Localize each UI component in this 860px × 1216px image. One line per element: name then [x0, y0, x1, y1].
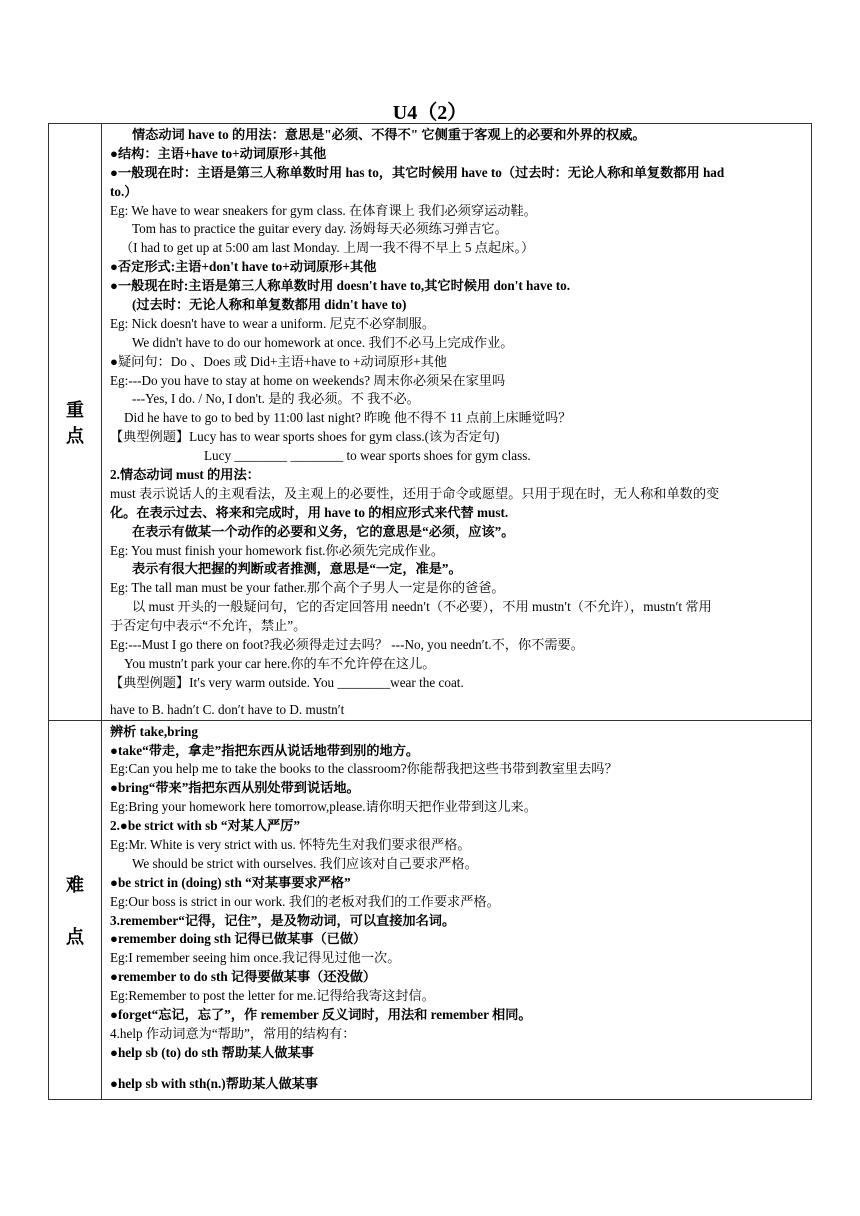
- text-line: ●一般现在时：主语是第三人称单数时用 has to，其它时候用 have to（过去时：无论人称和单复数都用 had: [110, 164, 725, 180]
- section-label-difficult-points: [49, 720, 102, 1099]
- text-line: Eg:Bring your homework here tomorrow,please.请你明天把作业带到这儿来。: [110, 799, 537, 815]
- page-title: U4（2）: [392, 102, 468, 124]
- text-line: ●一般现在时:主语是第三人称单数时用 doesn't have to,其它时候用 don't have to.: [110, 278, 571, 294]
- text-line: 于否定句中表示“不允许，禁止”。: [110, 618, 307, 634]
- text-line: ●forget“忘记，忘了”，作 remember 反义词时，用法和 remember 相同。: [110, 1006, 532, 1022]
- text-line: ●bring“带来”指把东西从别处带到说话地。: [110, 780, 360, 796]
- text-line: Eg:Can you help me to take the books to the classroom?你能帮我把这些书带到教室里去吗？: [110, 761, 618, 777]
- text-line: Eg:---Do you have to stay at home on weekends? 周末你必须呆在家里吗: [110, 372, 506, 388]
- text-line: Eg: We have to wear sneakers for gym class. 在体育课上 我们必须穿运动鞋。: [110, 202, 537, 218]
- text-line: ●remember doing sth 记得已做某事（已做）: [110, 931, 367, 947]
- text-line: Eg:Mr. White is very strict with us. 怀特先生对我们要求很严格。: [110, 836, 471, 852]
- text-line: 表示有很大把握的判断或者推测，意思是“一定，准是”。: [132, 561, 462, 577]
- text-line: 辨析 take,bring: [110, 723, 198, 739]
- label-char: 点: [66, 926, 84, 948]
- text-line: Eg:---Must I go there on foot?我必须得走过去吗？ ---No, you needn′t.不，你不需要。: [110, 637, 584, 653]
- text-line: must 表示说话人的主观看法，及主观上的必要性，还用于命令或愿望。只用于现在时，无人称和单数的变: [110, 485, 720, 501]
- text-line: 2.●be strict with sb “对某人严厉”: [110, 818, 301, 834]
- label-char: 重: [66, 399, 84, 421]
- section-content-key-points: [102, 124, 812, 721]
- text-line: ●be strict in (doing) sth “对某事要求严格”: [110, 874, 351, 890]
- text-line: We didn't have to do our homework at once. 我们不必马上完成作业。: [132, 334, 514, 350]
- text-line: Eg:Our boss is strict in our work. 我们的老板对我们的工作要求严格。: [110, 893, 500, 909]
- text-line: (过去时：无论人称和单复数都用 didn't have to): [132, 297, 407, 313]
- text-line: ●help sb with sth(n.)帮助某人做某事: [110, 1075, 319, 1091]
- text-line: Did he have to go to bed by 11:00 last night? 昨晚 他不得不 11 点前上床睡觉吗？: [124, 410, 572, 426]
- line-gap: [110, 693, 805, 701]
- label-char: 难: [66, 874, 84, 896]
- text-line: Eg: Nick doesn't have to wear a uniform. 尼克不必穿制服。: [110, 315, 436, 331]
- notes-table: [48, 123, 812, 1100]
- text-line: ●help sb (to) do sth 帮助某人做某事: [110, 1044, 314, 1060]
- text-line: Eg: You must finish your homework fist.你必须先完成作业。: [110, 542, 445, 558]
- text-line: 【典型例题】Lucy has to wear sports shoes for gym class.(该为否定句): [110, 429, 500, 445]
- text-line: 情态动词 have to 的用法：意思是"必须、不得不" 它侧重于客观上的必要和外界的权威。: [132, 127, 646, 142]
- text-line: Eg:I remember seeing him once.我记得见过他一次。: [110, 950, 401, 966]
- text-line: ●疑问句：Do 、Does 或 Did+主语+have to +动词原形+其他: [110, 353, 447, 369]
- text-line: ●否定形式:主语+don't have to+动词原形+其他: [110, 259, 377, 275]
- section-content-difficult-points: [102, 720, 812, 1099]
- text-line: Lucy ________ ________ to wear sports shoes for gym class.: [204, 448, 531, 464]
- line-gap: [110, 1063, 805, 1075]
- section-label-key-points: [49, 124, 102, 721]
- text-line: ●take“带走，拿走”指把东西从说话地带到别的地方。: [110, 742, 420, 758]
- text-line: 化。在表示过去、将来和完成时，用 have to 的相应形式来代替 must.: [110, 504, 509, 520]
- text-line: You mustn′t park your car here.你的车不允许停在这儿。: [124, 655, 436, 671]
- label-char: 点: [66, 425, 84, 447]
- text-line: 以 must 开头的一般疑问句，它的否定回答用 needn′t（不必要），不用 mustn′t（不允许），mustn′t 常用: [132, 599, 712, 615]
- section-row-difficult-points: [49, 720, 812, 1099]
- text-line: Tom has to practice the guitar every day. 汤姆每天必须练习弹吉它。: [132, 221, 508, 237]
- text-line: Eg:Remember to post the letter for me.记得给我寄这封信。: [110, 988, 435, 1004]
- text-line: have to B. hadn′t C. don′t have to D. mustn′t: [110, 701, 345, 717]
- text-line: 3.remember“记得，记住”，是及物动词，可以直接加名词。: [110, 912, 456, 928]
- text-line: We should be strict with ourselves. 我们应该对自己要求严格。: [132, 855, 478, 871]
- text-line: 4.help 作动词意为“帮助”，常用的结构有：: [110, 1025, 356, 1041]
- text-line: ---Yes, I do. / No, I don't. 是的 我必须。不 我不必。: [132, 391, 420, 407]
- text-line: 2.情态动词 must 的用法：: [110, 467, 260, 483]
- text-line: 【典型例题】It′s very warm outside. You ________wear the coat.: [110, 674, 464, 690]
- text-line: to.）: [110, 183, 138, 199]
- text-line: Eg: The tall man must be your father.那个高个子男人一定是你的爸爸。: [110, 580, 505, 596]
- text-line: ●结构：主语+have to+动词原形+其他: [110, 145, 327, 161]
- text-line: 在表示有做某一个动作的必要和义务，它的意思是“必须，应该”。: [132, 523, 515, 539]
- text-line: （I had to get up at 5:00 am last Monday. 上周一我不得不早上 5 点起床。）: [120, 240, 535, 256]
- text-line: ●remember to do sth 记得要做某事（还没做）: [110, 969, 377, 985]
- section-row-key-points: [49, 124, 812, 721]
